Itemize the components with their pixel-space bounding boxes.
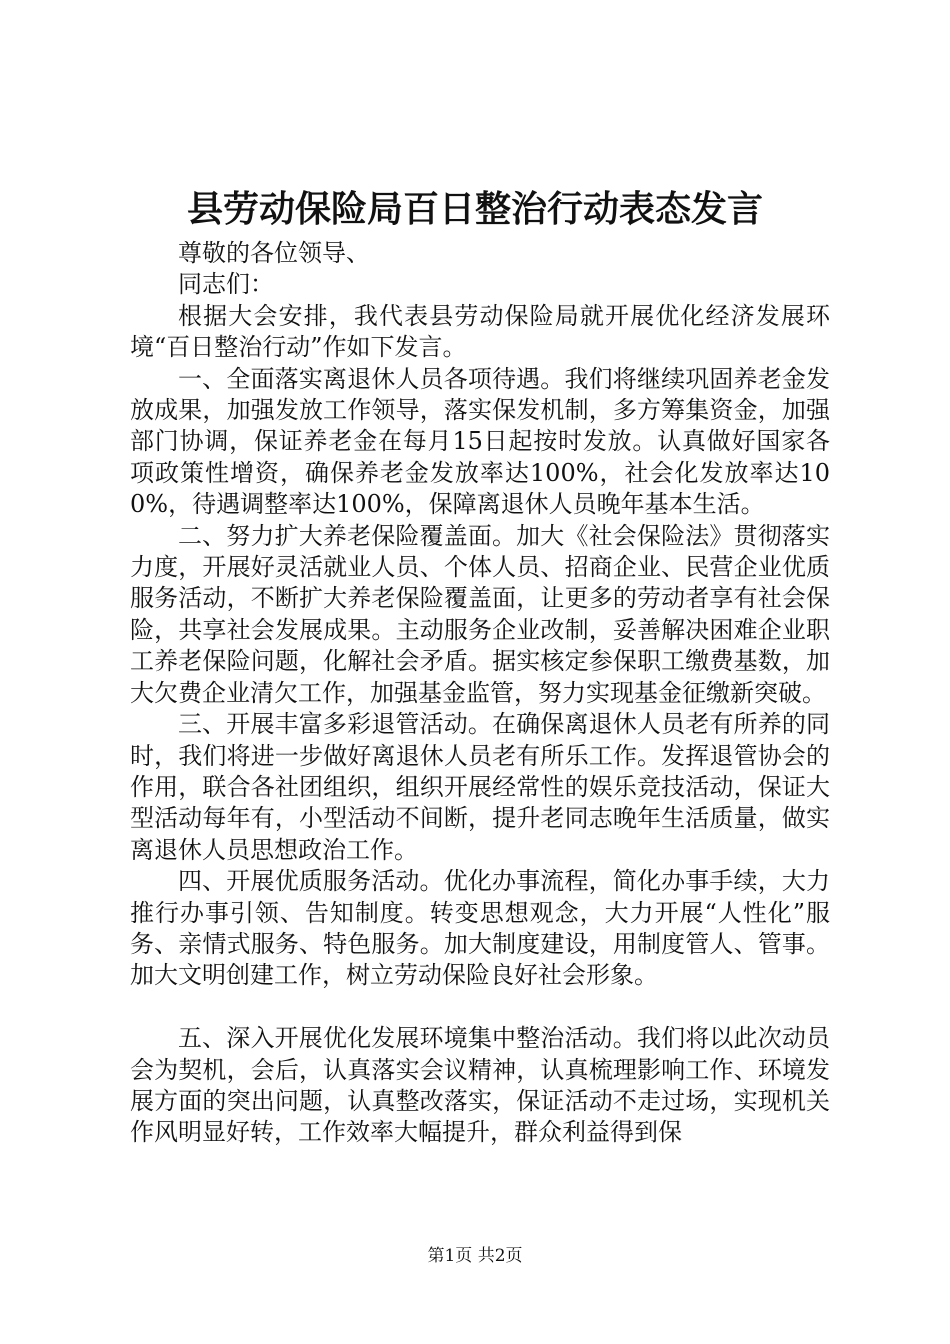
- paragraph-section-3: 三、开展丰富多彩退管活动。在确保离退休人员老有所养的同时，我们将进一步做好离退休人员老有所乐工作。发挥退管协会的作用，联合各社团组织，组织开展经常性的娱乐竞技活动，保证大型活动每年有，小型活动不间断，提升老同志晚年生活质量，做实离退休人员思想政治工作。: [130, 710, 830, 864]
- document-title: 县劳动保险局百日整治行动表态发言: [186, 188, 763, 230]
- paragraph-section-1: 一、全面落实离退休人员各项待遇。我们将继续巩固养老金发放成果，加强发放工作领导，落实保发机制，多方筹集资金，加强部门协调，保证养老金在每月15日起按时发放。认真做好国家各项政策性增资，确保养老金发放率达100%，社会化发放率达100%，待遇调整率达100%，保障离退休人员晚年基本生活。: [130, 364, 830, 519]
- paragraph-intro: 根据大会安排，我代表县劳动保险局就开展优化经济发展环境“百日整治行动”作如下发言。: [130, 301, 830, 362]
- page-number: 第1页 共2页: [427, 1246, 523, 1266]
- salutation-line: 同志们：: [178, 270, 274, 299]
- document-body: [130, 238, 830, 1149]
- paragraph-section-2: 二、努力扩大养老保险覆盖面。加大《社会保险法》贯彻落实力度，开展好灵活就业人员、个体人员、招商企业、民营企业优质服务活动，不断扩大养老保险覆盖面，让更多的劳动者享有社会保险，共享社会发展成果。主动服务企业改制，妥善解决困难企业职工养老保险问题，化解社会矛盾。据实核定参保职工缴费基数，加大欠费企业清欠工作，加强基金监管，努力实现基金征缴新突破。: [130, 521, 830, 707]
- salutation-line: 尊敬的各位领导、: [178, 239, 370, 267]
- paragraph-section-4: 四、开展优质服务活动。优化办事流程，简化办事手续，大力推行办事引领、告知制度。转变思想观念，大力开展“人性化”服务、亲情式服务、特色服务。加大制度建设，用制度管人、管事。加大文明创建工作，树立劳动保险良好社会形象。: [130, 867, 830, 990]
- paragraph-section-5: 五、深入开展优化发展环境集中整治活动。我们将以此次动员会为契机，会后，认真落实会议精神，认真梳理影响工作、环境发展方面的突出问题，认真整改落实，保证活动不走过场，实现机关作风明显好转，工作效率大幅提升，群众利益得到保: [130, 1024, 830, 1147]
